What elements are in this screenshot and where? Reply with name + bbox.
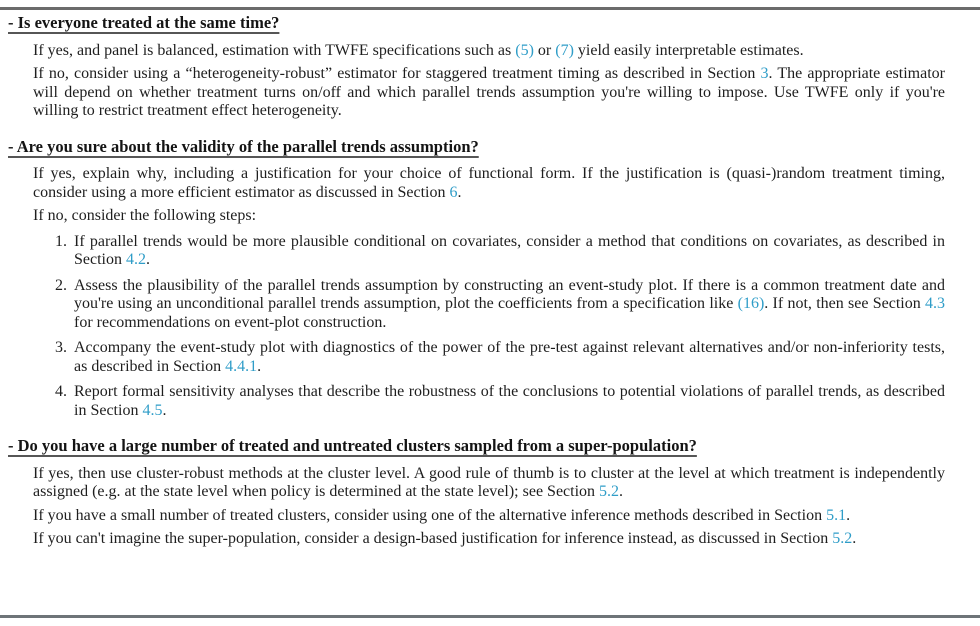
ref-section-4-4-1[interactable]: 4.4.1	[225, 357, 258, 375]
paragraph	[33, 165, 945, 202]
ref-section-5-2-b[interactable]: 5.2	[832, 530, 853, 547]
text-segment: for recommendations on event-plot construction.	[74, 313, 387, 331]
text-segment: .	[852, 530, 857, 547]
question-treatment-timing	[8, 14, 945, 33]
ref-eq-16[interactable]: (16)	[737, 295, 765, 312]
question-text: - Is everyone treated at the same time?	[8, 13, 280, 32]
paragraph	[33, 530, 945, 549]
list-item-text	[74, 277, 945, 333]
bottom-rule	[0, 615, 980, 618]
ref-section-3[interactable]: 3	[760, 65, 769, 82]
ref-section-5-1[interactable]: 5.1	[826, 506, 847, 524]
text-segment: If yes, then use cluster-robust methods at the cluster level. A good rule of thumb is to cluster at the level at which treatment is independently assigned (e.g. at the state level when policy is determined at the state level); see Section	[33, 464, 945, 500]
ref-eq-7[interactable]: (7)	[555, 41, 574, 59]
text-segment: .	[162, 401, 167, 419]
question-text: - Are you sure about the validity of the parallel trends assumption?	[8, 136, 479, 156]
ref-section-6[interactable]: 6	[449, 183, 458, 201]
list-item	[55, 383, 945, 420]
text-segment: Assess the plausibility of the parallel trends assumption by constructing an event-study plot. If there is a common treatment date and you're using an unconditional parallel trends assumption, plot the coefficients from a specification like	[74, 276, 945, 312]
question-parallel-trends	[8, 138, 945, 157]
list-item	[55, 277, 945, 333]
text-segment: or	[533, 41, 556, 59]
paragraph	[33, 507, 945, 526]
text-segment: .	[146, 251, 150, 268]
text-segment: If yes, and panel is balanced, estimation with TWFE specifications such as	[33, 41, 516, 59]
text-segment: If you have a small number of treated clusters, consider using one of the alternative inference methods described in Section	[33, 506, 827, 524]
list-item-text	[74, 383, 945, 420]
text-segment: . If not, then see Section	[764, 295, 925, 312]
text-segment: .	[457, 183, 462, 201]
text-segment: . The appropriate estimator will depend on whether treatment turns on/off and which parallel trends assumption you're willing to impose. Use TWFE only if you're willing to restrict treatment effect heterogeneity.	[33, 65, 945, 119]
text-segment: .	[619, 483, 624, 500]
paragraph	[33, 465, 945, 502]
text-segment: .	[257, 357, 262, 375]
text-segment: If no, consider using a “heterogeneity-robust” estimator for staggered treatment timing as described in Section	[33, 65, 761, 82]
paragraph	[33, 42, 945, 61]
text-segment: Report formal sensitivity analyses that describe the robustness of the conclusions to potential violations of parallel trends, as described in Section	[74, 383, 945, 419]
ref-section-4-5[interactable]: 4.5	[142, 401, 163, 419]
question-text: - Do you have a large number of treated and untreated clusters sampled from a super-population?	[8, 436, 697, 455]
ref-section-4-3[interactable]: 4.3	[925, 295, 945, 312]
list-item-text	[74, 339, 945, 376]
list-item-number: 2.	[55, 276, 67, 294]
paragraph	[33, 207, 945, 226]
text-segment: yield easily interpretable estimates.	[573, 41, 804, 59]
list-item-text	[74, 233, 945, 270]
list-item	[55, 339, 945, 376]
text-segment: Accompany the event-study plot with diagnostics of the power of the pre-test against relevant alternatives and/or non-inferiority tests, as described in Section	[74, 339, 945, 375]
list-item-number: 4.	[55, 383, 67, 400]
text-segment: If parallel trends would be more plausible conditional on covariates, consider a method that conditions on covariates, as described in Section	[74, 232, 945, 268]
ref-section-5-2[interactable]: 5.2	[599, 483, 620, 500]
top-rule	[0, 7, 980, 10]
list-item-number: 3.	[55, 339, 67, 356]
list-item-number: 1.	[55, 232, 67, 250]
question-clusters-super-population	[8, 437, 945, 456]
text-segment: .	[846, 506, 851, 524]
text-segment: If you can't imagine the super-population, consider a design-based justification for inference instead, as discussed in Section	[33, 530, 833, 547]
ref-section-4-2[interactable]: 4.2	[126, 251, 146, 268]
paragraph	[33, 65, 945, 121]
text-segment: If no, consider the following steps:	[33, 207, 257, 224]
checklist	[8, 12, 945, 554]
list-item	[55, 233, 945, 270]
ref-eq-5[interactable]: (5)	[515, 41, 534, 59]
text-segment: If yes, explain why, including a justification for your choice of functional form. If the justification is (quasi-)random treatment timing, consider using a more efficient estimator as discussed in Section	[33, 165, 945, 201]
